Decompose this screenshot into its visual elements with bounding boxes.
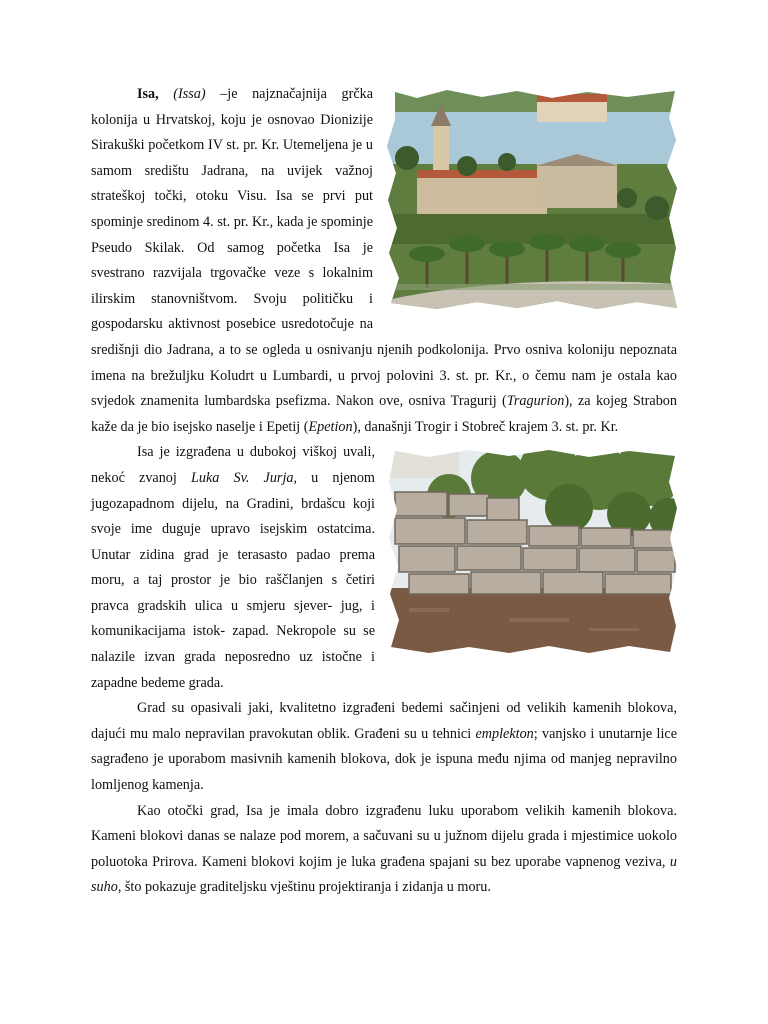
italic-term: Epetion bbox=[308, 418, 353, 435]
document-body bbox=[91, 82, 677, 901]
title-italic: (Issa) bbox=[173, 86, 206, 102]
paragraph-3 bbox=[91, 696, 677, 798]
italic-term: Luka Sv. Jurja, bbox=[190, 469, 298, 486]
text-span: Isa je izgrađena u dubokoj viškoj uvali, nekoć zvanoj bbox=[91, 444, 375, 486]
title-bold: Isa, bbox=[137, 86, 159, 102]
italic-term: u suho bbox=[91, 853, 677, 896]
text-span: , što pokazuje graditeljsku vještinu projektiranja i zidanja u moru. bbox=[117, 879, 491, 896]
coastal-town-photo bbox=[387, 88, 677, 310]
italic-term: Tragurion bbox=[506, 393, 565, 410]
text-span: Kao otočki grad, Isa je imala dobro izgrađenu luku uporabom velikih kamenih blokova. Kameni blokovi danas se nalaze pod morem, a sačuvani su u južnom dijelu grada i mjestimice uokolo poluotoka Prirova. Kameni blokovi kojim je luka građena spajani su bez uporabe vapnenog veziva, bbox=[91, 802, 677, 870]
text-span: u njenom jugozapadnom dijelu, na Gradini, brdašcu koji svoje ime duguje upravo isejskim ostatcima. Unutar zidina grad je terasasto padao prema moru, a taj prostor je bio raščlanjen s četiri pravca gradskih ulica u smjeru sjever- jug, i komunikacijama istok- zapad. Nekropole su se nalazile izvan grada neposredno uz istočne i zapadne bedeme grada. bbox=[91, 469, 375, 691]
text-span: –je najznačajnija grčka kolonija u Hrvatskoj, koju je osnovao Dionizije Sirakuški početkom IV st. pr. Kr. Utemeljena je u samom središtu Jadrana, na uvijek važnoj strateškoj točki, otoku Visu. Isa se prvi put spominje sredinom 4. st. pr. Kr., kada je spominje Pseudo Skilak. Od samog početka Isa je svestrano razvijala trgovačke veze s lokalnim ilirskim stanovništvom. Svoju političku i gospodarsku aktivnost posebice usredotočuje na središnji dio Jadrana, a to se ogleda u osnivanju njenih podkolonija. Prvo osniva koloniju nepoznata imena na brežuljku Koludrt u Lumbardi, u prvoj polovini 3. st. pr. Kr., o čemu nam je ostala kao svjedok znamenita lumbardska psefizma. Nakon ove, osniva Tragurij ( bbox=[91, 86, 677, 410]
ancient-wall-photo bbox=[389, 448, 677, 654]
text-span: ), današnji Trogir i Stobreč krajem 3. st. pr. Kr. bbox=[352, 418, 619, 435]
italic-term: emplekton bbox=[475, 725, 534, 742]
text-span: Grad su opasivali jaki, kvalitetno izgrađeni bedemi sačinjeni od velikih kamenih blokova, dajući mu malo nepravilan pravokutan oblik. Građeni su u tehnici bbox=[91, 700, 677, 742]
text-span: ; vanjsko i unutarnje lice sagrađeno je uporabom masivnih kamenih blokova, dok je ispuna među njima od manjeg nepravilno lomljenog kamenja. bbox=[91, 725, 677, 794]
text-span: ), za kojeg Strabon kaže da je bio isejsko naselje i Epetij ( bbox=[91, 393, 677, 435]
paragraph-4 bbox=[91, 799, 677, 901]
